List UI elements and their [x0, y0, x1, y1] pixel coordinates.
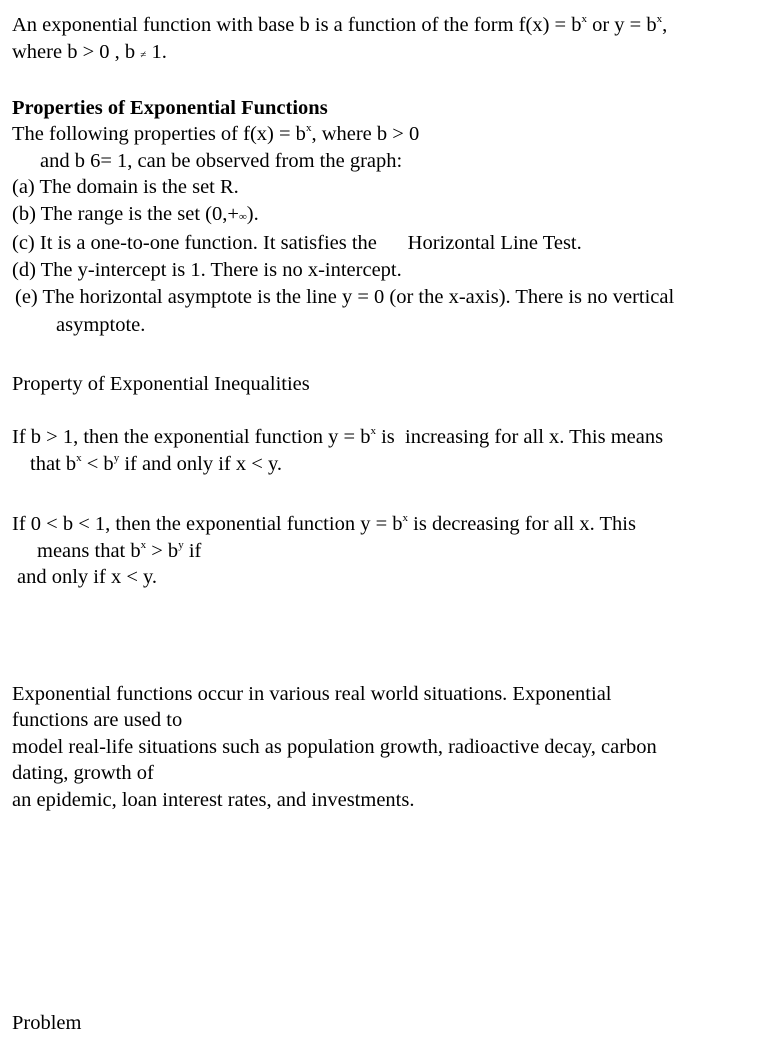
cutoff-text: Problem	[12, 1012, 82, 1034]
decreasing-line-1	[12, 511, 760, 538]
superscript-y: y	[113, 451, 120, 464]
applications-line-3: model real-life situations such as population growth, radioactive decay, carbon	[12, 735, 657, 758]
decreasing-line-3: and only if x < y.	[17, 566, 158, 588]
applications-line-4: dating, growth of	[12, 762, 154, 784]
applications-line-2: functions are used to	[12, 709, 183, 731]
inequality-text: means that b	[37, 539, 141, 562]
intro-line-2	[12, 39, 760, 69]
superscript-x: x	[581, 13, 587, 25]
property-item-b	[12, 201, 760, 231]
superscript-x: x	[305, 122, 312, 134]
inequality-text: is decreasing for all x. This	[408, 513, 636, 535]
inequality-text: If b > 1, then the exponential function y = b	[12, 426, 371, 448]
properties-lead-1	[12, 121, 760, 148]
inequality-text: is increasing for all x. This means	[375, 426, 664, 448]
decreasing-line-2	[12, 538, 760, 565]
intro-text: where b > 0 , b	[12, 40, 141, 63]
properties-heading: Properties of Exponential Functions	[12, 96, 328, 119]
inequality-text: that b	[30, 452, 77, 475]
document-page	[12, 12, 760, 813]
superscript-x: x	[656, 13, 663, 25]
intro-text: ,	[662, 14, 668, 36]
applications-line-5: an epidemic, loan interest rates, and investments.	[12, 788, 415, 811]
properties-text: , where b > 0	[311, 123, 420, 145]
inequality-text: If 0 < b < 1, then the exponential function y = b	[12, 513, 403, 535]
infinity-symbol: ∞	[238, 210, 247, 223]
properties-lead-2: and b 6= 1, can be observed from the graph:	[40, 149, 403, 172]
not-equal-symbol: ≠	[140, 48, 147, 61]
inequality-text: > b	[146, 539, 179, 562]
property-item-e: (e) The horizontal asymptote is the line y = 0 (or the x-axis). There is no vertical	[15, 286, 675, 308]
superscript-x: x	[140, 538, 147, 551]
property-text: ).	[246, 202, 259, 225]
property-text: (b) The range is the set (0,+	[12, 202, 239, 225]
applications-line-1: Exponential functions occur in various real world situations. Exponential	[12, 682, 612, 705]
properties-text: The following properties of f(x) = b	[12, 123, 306, 145]
inequality-text: if	[183, 539, 202, 562]
property-item-e-continued: asymptote.	[56, 313, 146, 336]
intro-text: or y = b	[586, 14, 657, 36]
inequality-text: < b	[81, 452, 114, 475]
intro-text: 1.	[146, 40, 167, 63]
increasing-line-2	[12, 451, 760, 478]
superscript-x: x	[402, 512, 409, 524]
property-item-d: (d) The y-intercept is 1. There is no x-intercept.	[12, 258, 402, 281]
inequalities-heading: Property of Exponential Inequalities	[12, 373, 310, 395]
intro-line-1	[12, 12, 760, 39]
increasing-line-1	[12, 424, 760, 451]
superscript-y: y	[178, 538, 184, 551]
property-item-c: (c) It is a one-to-one function. It satisfies the Horizontal Line Test.	[12, 232, 582, 254]
intro-text: An exponential function with base b is a function of the form f(x) = b	[12, 14, 582, 36]
inequality-text: if and only if x < y.	[119, 452, 283, 475]
superscript-x: x	[76, 451, 82, 464]
superscript-x: x	[370, 425, 376, 437]
property-item-a: (a) The domain is the set R.	[12, 176, 239, 198]
